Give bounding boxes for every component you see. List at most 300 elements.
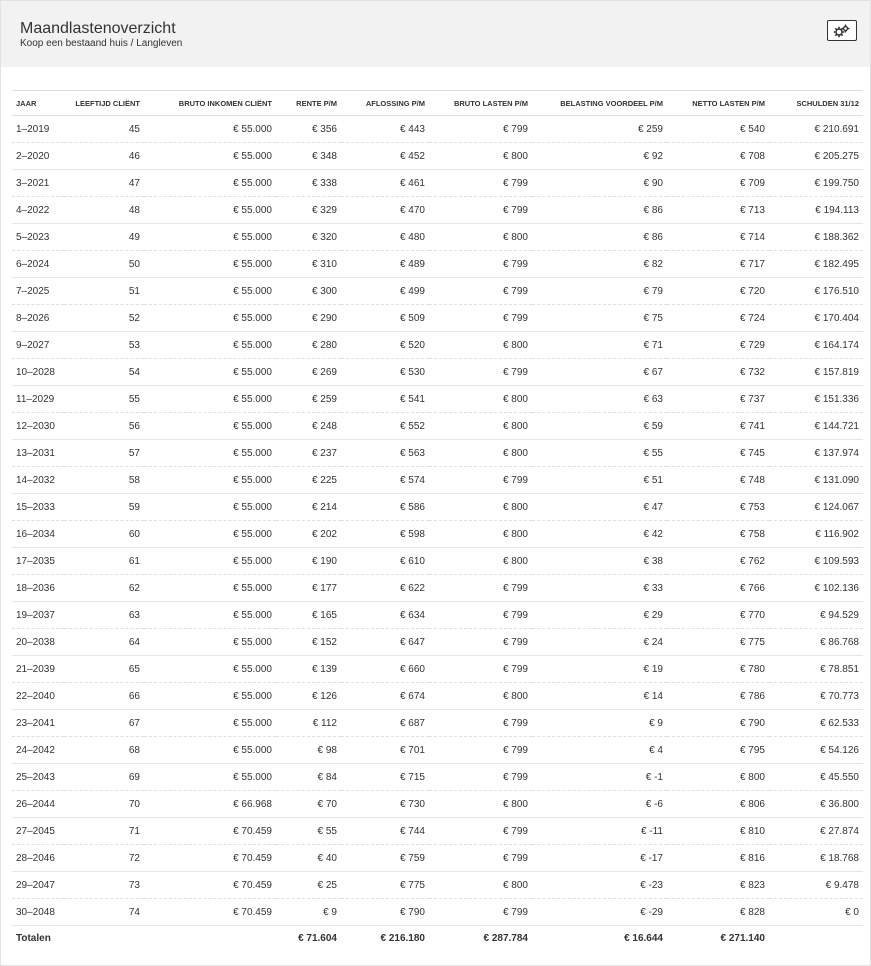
cell-bruto-lasten: € 800 xyxy=(429,386,532,413)
cell-jaar: 2–2020 xyxy=(12,143,64,170)
cell-aflossing: € 574 xyxy=(341,467,429,494)
cell-aflossing: € 687 xyxy=(341,710,429,737)
table-row xyxy=(12,872,863,899)
cell-bruto-lasten: € 800 xyxy=(429,143,532,170)
cell-aflossing: € 461 xyxy=(341,170,429,197)
totals-cell xyxy=(769,926,863,951)
cell-bruto-inkomen: € 70.459 xyxy=(144,872,276,899)
cell-belasting-voordeel: € 19 xyxy=(532,656,667,683)
cell-belasting-voordeel: € -23 xyxy=(532,872,667,899)
cell-rente: € 290 xyxy=(276,305,341,332)
cell-bruto-lasten: € 800 xyxy=(429,332,532,359)
cell-bruto-inkomen: € 55.000 xyxy=(144,143,276,170)
table-row xyxy=(12,224,863,251)
cell-belasting-voordeel: € 24 xyxy=(532,629,667,656)
col-header-jaar: JAAR xyxy=(12,91,64,116)
cell-bruto-lasten: € 799 xyxy=(429,602,532,629)
cell-bruto-inkomen: € 55.000 xyxy=(144,683,276,710)
cell-aflossing: € 701 xyxy=(341,737,429,764)
cell-netto-lasten: € 766 xyxy=(667,575,769,602)
cell-jaar: 3–2021 xyxy=(12,170,64,197)
cell-leeftijd: 68 xyxy=(64,737,144,764)
cell-bruto-inkomen: € 70.459 xyxy=(144,845,276,872)
table-row xyxy=(12,710,863,737)
col-header-rente: RENTE P/M xyxy=(276,91,341,116)
cell-netto-lasten: € 795 xyxy=(667,737,769,764)
cell-bruto-inkomen: € 55.000 xyxy=(144,116,276,143)
cell-jaar: 10–2028 xyxy=(12,359,64,386)
table-row xyxy=(12,494,863,521)
table-row xyxy=(12,845,863,872)
cell-leeftijd: 71 xyxy=(64,818,144,845)
cell-belasting-voordeel: € 55 xyxy=(532,440,667,467)
cell-aflossing: € 775 xyxy=(341,872,429,899)
cell-jaar: 11–2029 xyxy=(12,386,64,413)
cell-aflossing: € 744 xyxy=(341,818,429,845)
cell-bruto-lasten: € 800 xyxy=(429,791,532,818)
cell-aflossing: € 443 xyxy=(341,116,429,143)
cell-netto-lasten: € 823 xyxy=(667,872,769,899)
cell-bruto-inkomen: € 55.000 xyxy=(144,251,276,278)
cell-belasting-voordeel: € 259 xyxy=(532,116,667,143)
cell-netto-lasten: € 816 xyxy=(667,845,769,872)
cell-netto-lasten: € 810 xyxy=(667,818,769,845)
table-row xyxy=(12,197,863,224)
table-row xyxy=(12,359,863,386)
cell-rente: € 329 xyxy=(276,197,341,224)
cell-bruto-lasten: € 800 xyxy=(429,440,532,467)
cell-aflossing: € 480 xyxy=(341,224,429,251)
cell-bruto-inkomen: € 55.000 xyxy=(144,305,276,332)
cell-rente: € 177 xyxy=(276,575,341,602)
cell-rente: € 269 xyxy=(276,359,341,386)
cell-rente: € 248 xyxy=(276,413,341,440)
table-row xyxy=(12,521,863,548)
cell-leeftijd: 62 xyxy=(64,575,144,602)
cell-aflossing: € 647 xyxy=(341,629,429,656)
cell-aflossing: € 452 xyxy=(341,143,429,170)
cell-bruto-lasten: € 800 xyxy=(429,413,532,440)
table-row xyxy=(12,278,863,305)
cell-schulden: € 151.336 xyxy=(769,386,863,413)
table-row xyxy=(12,737,863,764)
cell-leeftijd: 56 xyxy=(64,413,144,440)
cell-jaar: 4–2022 xyxy=(12,197,64,224)
cell-netto-lasten: € 737 xyxy=(667,386,769,413)
cell-schulden: € 109.593 xyxy=(769,548,863,575)
cell-jaar: 20–2038 xyxy=(12,629,64,656)
cell-bruto-lasten: € 799 xyxy=(429,170,532,197)
cell-bruto-inkomen: € 55.000 xyxy=(144,440,276,467)
cell-bruto-lasten: € 799 xyxy=(429,629,532,656)
cell-bruto-inkomen: € 55.000 xyxy=(144,278,276,305)
col-header-netto-lasten: NETTO LASTEN P/M xyxy=(667,91,769,116)
cell-rente: € 84 xyxy=(276,764,341,791)
gears-icon xyxy=(833,24,851,38)
cell-schulden: € 176.510 xyxy=(769,278,863,305)
cell-bruto-inkomen: € 55.000 xyxy=(144,548,276,575)
totals-cell xyxy=(64,926,144,951)
cell-schulden: € 94.529 xyxy=(769,602,863,629)
cell-netto-lasten: € 732 xyxy=(667,359,769,386)
cell-jaar: 19–2037 xyxy=(12,602,64,629)
cell-schulden: € 131.090 xyxy=(769,467,863,494)
cell-bruto-lasten: € 799 xyxy=(429,359,532,386)
cell-schulden: € 144.721 xyxy=(769,413,863,440)
cell-schulden: € 78.851 xyxy=(769,656,863,683)
cell-bruto-lasten: € 799 xyxy=(429,818,532,845)
cell-leeftijd: 55 xyxy=(64,386,144,413)
cell-aflossing: € 674 xyxy=(341,683,429,710)
cell-rente: € 55 xyxy=(276,818,341,845)
table-row xyxy=(12,251,863,278)
table-row xyxy=(12,575,863,602)
table-row xyxy=(12,332,863,359)
cell-leeftijd: 57 xyxy=(64,440,144,467)
cell-jaar: 9–2027 xyxy=(12,332,64,359)
cell-belasting-voordeel: € -11 xyxy=(532,818,667,845)
col-header-belasting-voordeel: BELASTING VOORDEEL P/M xyxy=(532,91,667,116)
table-row xyxy=(12,683,863,710)
col-header-aflossing: AFLOSSING P/M xyxy=(341,91,429,116)
cell-leeftijd: 59 xyxy=(64,494,144,521)
table-row xyxy=(12,899,863,926)
cell-jaar: 1–2019 xyxy=(12,116,64,143)
cell-leeftijd: 52 xyxy=(64,305,144,332)
cell-belasting-voordeel: € 14 xyxy=(532,683,667,710)
cell-jaar: 16–2034 xyxy=(12,521,64,548)
cell-aflossing: € 790 xyxy=(341,899,429,926)
cell-netto-lasten: € 713 xyxy=(667,197,769,224)
page-title: Maandlastenoverzicht xyxy=(20,20,176,37)
cell-rente: € 202 xyxy=(276,521,341,548)
cell-belasting-voordeel: € 38 xyxy=(532,548,667,575)
cell-leeftijd: 64 xyxy=(64,629,144,656)
cell-belasting-voordeel: € 82 xyxy=(532,251,667,278)
cell-rente: € 126 xyxy=(276,683,341,710)
cell-leeftijd: 54 xyxy=(64,359,144,386)
cell-rente: € 152 xyxy=(276,629,341,656)
cell-schulden: € 170.404 xyxy=(769,305,863,332)
table-row xyxy=(12,440,863,467)
cell-schulden: € 18.768 xyxy=(769,845,863,872)
cell-rente: € 225 xyxy=(276,467,341,494)
cell-jaar: 25–2043 xyxy=(12,764,64,791)
cell-jaar: 7–2025 xyxy=(12,278,64,305)
table-row xyxy=(12,629,863,656)
cell-aflossing: € 470 xyxy=(341,197,429,224)
cell-bruto-lasten: € 799 xyxy=(429,116,532,143)
cell-jaar: 6–2024 xyxy=(12,251,64,278)
cell-schulden: € 86.768 xyxy=(769,629,863,656)
cell-rente: € 310 xyxy=(276,251,341,278)
cell-schulden: € 157.819 xyxy=(769,359,863,386)
totals-belasting-voordeel: € 16.644 xyxy=(624,932,663,944)
cell-netto-lasten: € 790 xyxy=(667,710,769,737)
col-header-leeftijd: LEEFTIJD CLIËNT xyxy=(64,91,144,116)
totals-aflossing: € 216.180 xyxy=(380,932,425,944)
cell-schulden: € 36.800 xyxy=(769,791,863,818)
table-body xyxy=(12,116,863,926)
cell-rente: € 214 xyxy=(276,494,341,521)
cell-belasting-voordeel: € 42 xyxy=(532,521,667,548)
cell-bruto-lasten: € 799 xyxy=(429,737,532,764)
cell-rente: € 165 xyxy=(276,602,341,629)
cell-aflossing: € 541 xyxy=(341,386,429,413)
table-row xyxy=(12,818,863,845)
cell-netto-lasten: € 724 xyxy=(667,305,769,332)
cell-belasting-voordeel: € -17 xyxy=(532,845,667,872)
cell-rente: € 356 xyxy=(276,116,341,143)
cell-schulden: € 70.773 xyxy=(769,683,863,710)
cell-leeftijd: 72 xyxy=(64,845,144,872)
table-row xyxy=(12,764,863,791)
cell-belasting-voordeel: € 29 xyxy=(532,602,667,629)
col-header-schulden: SCHULDEN 31/12 xyxy=(769,91,863,116)
cell-schulden: € 0 xyxy=(769,899,863,926)
cell-bruto-inkomen: € 55.000 xyxy=(144,737,276,764)
cell-netto-lasten: € 828 xyxy=(667,899,769,926)
cell-jaar: 15–2033 xyxy=(12,494,64,521)
cell-schulden: € 116.902 xyxy=(769,521,863,548)
page-subtitle: Koop een bestaand huis / Langleven xyxy=(20,38,183,49)
cell-aflossing: € 499 xyxy=(341,278,429,305)
cell-leeftijd: 47 xyxy=(64,170,144,197)
cell-aflossing: € 563 xyxy=(341,440,429,467)
cell-netto-lasten: € 775 xyxy=(667,629,769,656)
table-row xyxy=(12,386,863,413)
cell-leeftijd: 50 xyxy=(64,251,144,278)
cell-jaar: 24–2042 xyxy=(12,737,64,764)
totals-label: Totalen xyxy=(16,932,51,944)
cell-bruto-lasten: € 799 xyxy=(429,764,532,791)
cell-belasting-voordeel: € 86 xyxy=(532,224,667,251)
cell-bruto-inkomen: € 55.000 xyxy=(144,764,276,791)
cell-aflossing: € 610 xyxy=(341,548,429,575)
cell-bruto-lasten: € 799 xyxy=(429,467,532,494)
cell-bruto-lasten: € 800 xyxy=(429,224,532,251)
cell-aflossing: € 759 xyxy=(341,845,429,872)
cell-bruto-inkomen: € 55.000 xyxy=(144,521,276,548)
cell-jaar: 30–2048 xyxy=(12,899,64,926)
cell-netto-lasten: € 753 xyxy=(667,494,769,521)
cell-schulden: € 188.362 xyxy=(769,224,863,251)
cell-rente: € 338 xyxy=(276,170,341,197)
cell-bruto-inkomen: € 70.459 xyxy=(144,818,276,845)
cell-rente: € 280 xyxy=(276,332,341,359)
cell-jaar: 27–2045 xyxy=(12,818,64,845)
cell-bruto-inkomen: € 55.000 xyxy=(144,656,276,683)
cell-bruto-inkomen: € 55.000 xyxy=(144,197,276,224)
cell-rente: € 70 xyxy=(276,791,341,818)
cell-bruto-lasten: € 800 xyxy=(429,494,532,521)
cell-schulden: € 62.533 xyxy=(769,710,863,737)
cell-schulden: € 27.874 xyxy=(769,818,863,845)
totals-cell xyxy=(144,926,276,951)
cell-bruto-lasten: € 800 xyxy=(429,521,532,548)
cell-netto-lasten: € 758 xyxy=(667,521,769,548)
cell-netto-lasten: € 786 xyxy=(667,683,769,710)
cell-bruto-inkomen: € 55.000 xyxy=(144,602,276,629)
totals-bruto-lasten: € 287.784 xyxy=(483,932,528,944)
cell-bruto-lasten: € 799 xyxy=(429,197,532,224)
cell-aflossing: € 520 xyxy=(341,332,429,359)
cell-bruto-inkomen: € 55.000 xyxy=(144,494,276,521)
cell-rente: € 98 xyxy=(276,737,341,764)
cell-belasting-voordeel: € 90 xyxy=(532,170,667,197)
settings-button[interactable] xyxy=(827,20,857,41)
cell-leeftijd: 66 xyxy=(64,683,144,710)
cell-schulden: € 210.691 xyxy=(769,116,863,143)
cell-jaar: 12–2030 xyxy=(12,413,64,440)
cell-schulden: € 137.974 xyxy=(769,440,863,467)
cell-leeftijd: 65 xyxy=(64,656,144,683)
cell-leeftijd: 51 xyxy=(64,278,144,305)
cell-bruto-inkomen: € 55.000 xyxy=(144,710,276,737)
cell-rente: € 112 xyxy=(276,710,341,737)
table-header-row xyxy=(12,91,863,116)
cell-rente: € 25 xyxy=(276,872,341,899)
totals-netto-lasten: € 271.140 xyxy=(720,932,765,944)
cell-bruto-inkomen: € 55.000 xyxy=(144,413,276,440)
table-row xyxy=(12,548,863,575)
cell-belasting-voordeel: € 33 xyxy=(532,575,667,602)
cell-leeftijd: 48 xyxy=(64,197,144,224)
cell-jaar: 29–2047 xyxy=(12,872,64,899)
table-row xyxy=(12,116,863,143)
cell-leeftijd: 45 xyxy=(64,116,144,143)
totals-rente: € 71.604 xyxy=(298,932,337,944)
cell-jaar: 28–2046 xyxy=(12,845,64,872)
cell-netto-lasten: € 720 xyxy=(667,278,769,305)
table-row xyxy=(12,170,863,197)
cell-leeftijd: 60 xyxy=(64,521,144,548)
cell-netto-lasten: € 714 xyxy=(667,224,769,251)
cell-jaar: 8–2026 xyxy=(12,305,64,332)
cell-leeftijd: 67 xyxy=(64,710,144,737)
cell-bruto-inkomen: € 66.968 xyxy=(144,791,276,818)
cell-jaar: 26–2044 xyxy=(12,791,64,818)
cell-netto-lasten: € 708 xyxy=(667,143,769,170)
cell-aflossing: € 586 xyxy=(341,494,429,521)
cell-rente: € 237 xyxy=(276,440,341,467)
cell-belasting-voordeel: € 63 xyxy=(532,386,667,413)
cell-belasting-voordeel: € 92 xyxy=(532,143,667,170)
cell-jaar: 17–2035 xyxy=(12,548,64,575)
cell-rente: € 320 xyxy=(276,224,341,251)
cell-belasting-voordeel: € -6 xyxy=(532,791,667,818)
cell-belasting-voordeel: € 79 xyxy=(532,278,667,305)
cell-netto-lasten: € 717 xyxy=(667,251,769,278)
cell-schulden: € 124.067 xyxy=(769,494,863,521)
cell-leeftijd: 61 xyxy=(64,548,144,575)
cell-belasting-voordeel: € -29 xyxy=(532,899,667,926)
table-row xyxy=(12,656,863,683)
cell-aflossing: € 715 xyxy=(341,764,429,791)
cell-belasting-voordeel: € 9 xyxy=(532,710,667,737)
cell-bruto-lasten: € 799 xyxy=(429,251,532,278)
cell-netto-lasten: € 780 xyxy=(667,656,769,683)
cell-bruto-inkomen: € 55.000 xyxy=(144,575,276,602)
cell-bruto-inkomen: € 55.000 xyxy=(144,170,276,197)
col-header-bruto-lasten: BRUTO LASTEN P/M xyxy=(429,91,532,116)
cell-leeftijd: 58 xyxy=(64,467,144,494)
col-header-bruto-inkomen: BRUTO INKOMEN CLIËNT xyxy=(144,91,276,116)
cell-schulden: € 164.174 xyxy=(769,332,863,359)
cell-schulden: € 45.550 xyxy=(769,764,863,791)
cell-netto-lasten: € 729 xyxy=(667,332,769,359)
cell-leeftijd: 53 xyxy=(64,332,144,359)
cell-bruto-inkomen: € 55.000 xyxy=(144,386,276,413)
cell-netto-lasten: € 770 xyxy=(667,602,769,629)
cell-bruto-lasten: € 799 xyxy=(429,845,532,872)
cell-belasting-voordeel: € 75 xyxy=(532,305,667,332)
cell-netto-lasten: € 745 xyxy=(667,440,769,467)
table-row xyxy=(12,602,863,629)
cell-bruto-inkomen: € 55.000 xyxy=(144,332,276,359)
cell-belasting-voordeel: € 4 xyxy=(532,737,667,764)
cell-belasting-voordeel: € 71 xyxy=(532,332,667,359)
cell-schulden: € 199.750 xyxy=(769,170,863,197)
cell-bruto-inkomen: € 55.000 xyxy=(144,359,276,386)
table-row xyxy=(12,305,863,332)
cell-belasting-voordeel: € 47 xyxy=(532,494,667,521)
cell-jaar: 23–2041 xyxy=(12,710,64,737)
cell-bruto-inkomen: € 55.000 xyxy=(144,629,276,656)
cell-belasting-voordeel: € -1 xyxy=(532,764,667,791)
cell-netto-lasten: € 741 xyxy=(667,413,769,440)
cell-aflossing: € 660 xyxy=(341,656,429,683)
cell-aflossing: € 598 xyxy=(341,521,429,548)
cell-schulden: € 205.275 xyxy=(769,143,863,170)
cell-aflossing: € 489 xyxy=(341,251,429,278)
cell-netto-lasten: € 762 xyxy=(667,548,769,575)
cell-bruto-lasten: € 799 xyxy=(429,575,532,602)
cell-netto-lasten: € 748 xyxy=(667,467,769,494)
cell-leeftijd: 49 xyxy=(64,224,144,251)
cell-rente: € 139 xyxy=(276,656,341,683)
cell-aflossing: € 509 xyxy=(341,305,429,332)
cell-jaar: 18–2036 xyxy=(12,575,64,602)
cell-bruto-lasten: € 799 xyxy=(429,305,532,332)
cell-netto-lasten: € 709 xyxy=(667,170,769,197)
cell-aflossing: € 530 xyxy=(341,359,429,386)
cell-bruto-inkomen: € 55.000 xyxy=(144,224,276,251)
cell-jaar: 22–2040 xyxy=(12,683,64,710)
cell-rente: € 40 xyxy=(276,845,341,872)
table-row xyxy=(12,413,863,440)
cell-belasting-voordeel: € 59 xyxy=(532,413,667,440)
cell-aflossing: € 552 xyxy=(341,413,429,440)
cell-bruto-lasten: € 799 xyxy=(429,710,532,737)
cell-aflossing: € 622 xyxy=(341,575,429,602)
cell-schulden: € 102.136 xyxy=(769,575,863,602)
totals-row xyxy=(12,926,863,951)
cell-rente: € 348 xyxy=(276,143,341,170)
cell-aflossing: € 634 xyxy=(341,602,429,629)
cell-leeftijd: 74 xyxy=(64,899,144,926)
panel-header xyxy=(1,1,870,67)
cell-leeftijd: 46 xyxy=(64,143,144,170)
cell-netto-lasten: € 800 xyxy=(667,764,769,791)
cell-leeftijd: 69 xyxy=(64,764,144,791)
cell-schulden: € 194.113 xyxy=(769,197,863,224)
cell-jaar: 14–2032 xyxy=(12,467,64,494)
cell-belasting-voordeel: € 86 xyxy=(532,197,667,224)
cell-bruto-lasten: € 799 xyxy=(429,278,532,305)
cell-leeftijd: 73 xyxy=(64,872,144,899)
cell-aflossing: € 730 xyxy=(341,791,429,818)
